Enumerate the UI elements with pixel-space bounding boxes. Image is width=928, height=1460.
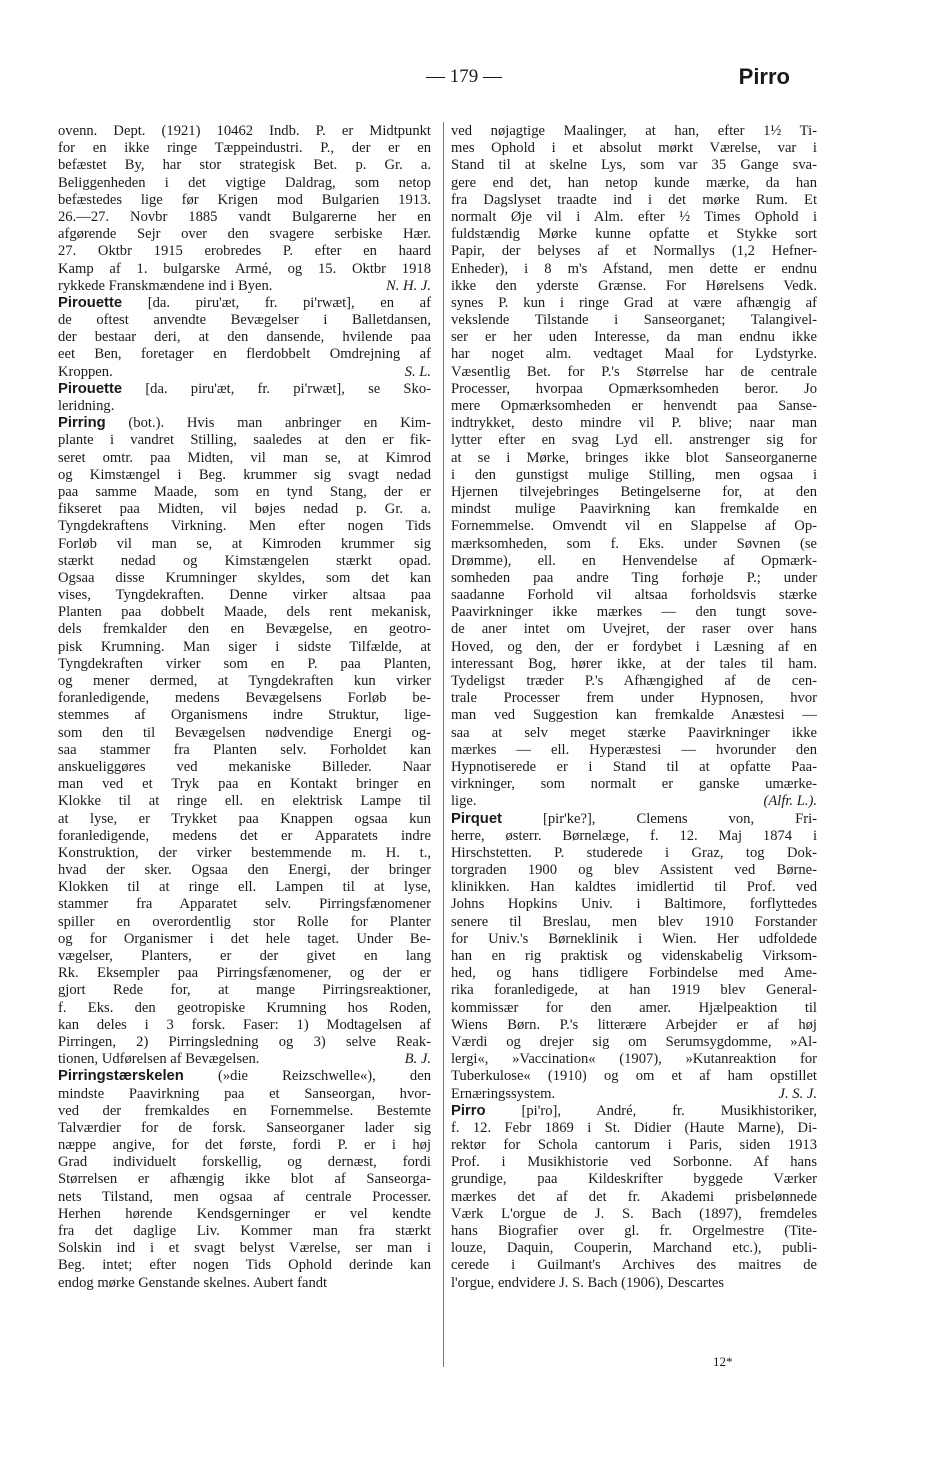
text-line: foranledigende, medens Bevægelsens Forløb be- — [58, 690, 431, 707]
text-line: 27. Oktbr 1915 erobredes P. efter en haard — [58, 243, 431, 260]
text-line: Pirquet [pir'ke?], Clemens von, Fri- — [451, 810, 817, 827]
text-line: Pirringstærskelen (»die Reizschwelle«), den — [58, 1068, 431, 1085]
text-line: hed, og hans tidligere Forbindelse med Ame- — [451, 965, 817, 982]
text-line: Johns Hopkins Univ. i Baltimore, forflyttedes — [451, 896, 817, 913]
text-line: pisk Krumning. Man siger i sidste Tilfælde, at — [58, 638, 431, 655]
text-line: mere Opmærksomheden er henvendt paa Sanse- — [451, 398, 817, 414]
text-line: at se i Mørke, bringes ikke blot Sanseorganerne — [451, 449, 817, 466]
text-line: endog mørke Genstande skelnes. Aubert fandt — [58, 1274, 328, 1291]
text-line: Tydeligst træder P.'s Afhængighed af de cen- — [451, 673, 817, 689]
text-line: Paavirkninger ikke mærkes — den tungt sove- — [451, 604, 817, 621]
text-line: de oftest anvendte Bevægelser i Balletdansen, — [58, 312, 431, 329]
text-line: i den gunstigst mulige Stilling, men ogsaa i — [451, 466, 817, 483]
text-line: fra Dagslyset traadte ind i det mørke Rum. Et — [451, 191, 817, 208]
text-line: Wiens Børn. P.'s litterære Arbejder er af høj — [451, 1016, 817, 1033]
text-line: eet Ben, foretager en flerdobbelt Omdrejning af — [58, 346, 431, 363]
text-line: Talværdier for de forsk. Sanseorganer lader sig — [58, 1119, 431, 1136]
text-line: mindst mulige Paavirkning kan fremkalde en — [451, 501, 817, 518]
text-line: Klokke til at ringe ell. en elektrisk Lampe til — [58, 793, 431, 810]
text-line: Hypnotiserede er i Stand til at opfatte Paa- — [451, 758, 817, 775]
text-line: ikke den yderste Grænse. For Hørelsens Vedk. — [451, 277, 817, 294]
author-signature: N. H. J. — [386, 277, 431, 294]
text-line: lergi«, »Vaccination« (1907), »Kutanreaktion for — [451, 1051, 817, 1068]
entry-headword: Pirquet — [451, 810, 502, 827]
text-line: Ogsaa disse Krumninger skyldes, som det kan — [58, 569, 431, 586]
text-line: Pirring (bot.). Hvis man anbringer en Kim- — [58, 415, 431, 432]
text-line: paa samme Maade, som en tynd Stang, der er — [58, 483, 431, 500]
text-line: plante i vandret Stilling, saaledes at den er fik- — [58, 432, 431, 449]
text-line: Hoved, og den, der er fordybet i Læsning af en — [451, 638, 817, 655]
text-line: Processer, hvorpaa Opmærksomheden beror. Jo — [451, 380, 817, 397]
text-line: louze, Daquin, Couperin, Marchand etc.), publi- — [451, 1240, 817, 1257]
text-line: mærkes det af det fr. Akademi prisbelønnede — [451, 1188, 817, 1205]
text-line: Kamp af 1. bulgarske Armé, og 15. Oktbr 1918 — [58, 260, 431, 277]
text-line: trale Processer frem under Hypnosen, hvor — [451, 690, 817, 707]
text-line: for Univ.'s Børneklinik i Wien. Her udfoldede — [451, 930, 817, 947]
text-line: Pirringen, 2) Pirringsledning og 3) selve Reak- — [58, 1033, 431, 1050]
text-line: f. 12. Febr 1869 i St. Didier (Haute Marne), Di- — [451, 1119, 817, 1136]
text-line: lige. (Alfr. L.). — [451, 793, 817, 810]
text-line: klinikken. Han kaldtes imidlertid til Prof. ved — [451, 879, 817, 896]
text-line: vekslende Tilstande i Sanseorganet; Talangivel- — [451, 312, 817, 329]
text-line: kan deles i 3 forsk. Faser: 1) Modtagelsen af — [58, 1016, 431, 1033]
text-line: Værk L'orgue de J. S. Bach (1897), fremdeles — [451, 1205, 817, 1222]
text-line: Hirschstetten. P. studerede i Graz, tog Dok- — [451, 844, 817, 861]
text-line: vægelser, Planters, er der givet en lang — [58, 948, 431, 964]
text-line: og for Organismer i det hele taget. Under Be- — [58, 930, 431, 947]
text-line: rika foranledigede, at han 1919 blev General- — [451, 982, 817, 999]
text-line: stemmes af Organismens indre Struktur, lige- — [58, 707, 431, 724]
text-line: seret omtr. paa Midten, vil man se, at Kimrod — [58, 449, 431, 466]
text-line: Solskin ind i et svagt belyst Værelse, ser man i — [58, 1240, 431, 1257]
text-line: Drømme), ell. en Henvendelse af Opmærk- — [451, 552, 817, 569]
catchword: 12* — [713, 1354, 733, 1369]
text-line: herre, østerr. Børnelæge, f. 12. Maj 1874 i — [451, 827, 817, 844]
text-line: nets Tilstand, men ogsaa af centrale Processer. — [58, 1188, 431, 1205]
text-line: ved nøjagtige Maalinger, at han, efter 1½ Ti- — [451, 123, 817, 139]
entry-headword: Pirouette — [58, 380, 123, 397]
left-column — [58, 123, 431, 1292]
text-line: gjort Rede for, at mange Pirringsreaktioner, — [58, 982, 431, 999]
text-line: saa stammer fra Planten selv. Forholdet kan — [58, 741, 431, 758]
author-signature: J. S. J. — [778, 1085, 817, 1102]
text-line: leridning. — [58, 398, 115, 414]
text-line: 26.—27. Novbr 1885 vandt Bulgarerne her en — [58, 208, 431, 225]
text-line: l'orgue, endvidere J. S. Bach (1906), Descartes — [451, 1274, 725, 1291]
page-header — [0, 62, 928, 102]
text-line: stammer fra Apparatet selv. Pirringsfænomener — [58, 896, 431, 913]
text-line: stærkt nedad og Kimstængelen stærkt opad. — [58, 552, 431, 569]
page-number: — 179 — — [426, 66, 502, 87]
text-line: som den til Bevægelsen nødvendige Energi og- — [58, 724, 431, 741]
text-line: Pirouette [da. piru'æt, fr. pi'rwæt], se Sko- — [58, 380, 431, 397]
text-line: har noget alm. vedtaget Maal for Lydstyrke. — [451, 346, 817, 363]
entry-headword: Pirringstærskelen — [58, 1068, 184, 1085]
text-line: ved der fremkaldes en Fornemmelse. Bestemte — [58, 1102, 431, 1119]
text-line: Herhen hørende Kendsgerninger er vel kendte — [58, 1205, 431, 1222]
text-line: de aner intet om Uvejret, der raser over hans — [451, 621, 817, 638]
text-line: spiller en overordentlig stor Rolle for Planter — [58, 913, 431, 930]
author-signature: S. L. — [404, 363, 431, 380]
entry-headword: Pirouette — [58, 294, 123, 311]
text-line: fikseret paa Midten, vil bøjes nedad p. Gr. a. — [58, 501, 431, 518]
text-line: næppe angive, for det første, fordi P. er i høj — [58, 1137, 431, 1154]
text-line: Prof. i Musikhistorie ved Sorbonne. Af hans — [451, 1154, 817, 1171]
text-line: Tuberkulose« (1910) og om et af ham opstillet — [451, 1068, 817, 1085]
text-line: kommissær for den amer. Hjælpeaktion til — [451, 999, 817, 1016]
text-line: hans Biografier over gl. fr. Orgelmestre (Tite- — [451, 1223, 817, 1239]
text-line: Fornemmelse. Omvendt vil en Slappelse af Op- — [451, 518, 817, 535]
text-line: cerede i Guilmant's Archives des maitres de — [451, 1257, 817, 1274]
text-line: Grad individuelt forskellig, og dernæst, fordi — [58, 1154, 431, 1171]
text-line: anskueliggøres ved mekaniske Billeder. Naar — [58, 758, 431, 775]
author-signature: (Alfr. L.). — [763, 793, 817, 810]
text-line: Papir, der belyses af et Normallys (1,2 Hefner- — [451, 243, 817, 260]
entry-headword: Pirro — [451, 1102, 486, 1119]
text-line: Konstruktion, der virker bestemmende m. H. t., — [58, 844, 431, 861]
text-line: Forløb vil man se, at Kimroden krummer sig — [58, 535, 431, 552]
text-line: Rk. Eksempler paa Pirringsfænomener, og der er — [58, 965, 431, 982]
text-line: at lyse, er Trykket paa Knappen ogsaa kun — [58, 810, 431, 827]
text-line: rykkede Franskmændene ind i Byen. N. H. J. — [58, 277, 431, 294]
text-line: man ved et Tryk paa en Kontakt bringer en — [58, 776, 431, 793]
text-line: gere end det, han netop kunde mærke, da han — [451, 174, 817, 191]
text-line: Pirro [pi'ro], André, fr. Musikhistoriker, — [451, 1102, 817, 1119]
text-line: Værdi og drejer sig om Serumsygdomme, »Al- — [451, 1033, 817, 1050]
text-line: afgørende Sejr over den svagere serbiske Hær. — [58, 226, 431, 243]
text-line: Enheder), i 8 m's Afstand, men dette er endnu — [451, 260, 817, 277]
text-line: tionen, Udførelsen af Bevægelsen. B. J. — [58, 1051, 431, 1068]
text-line: ovenn. Dept. (1921) 10462 Indb. P. er Midtpunkt — [58, 123, 431, 139]
text-line: saa at selv meget stærke Paavirkninger ikke — [451, 724, 817, 741]
text-line: Størrelsen er afhængig ikke blot af Sanseorga- — [58, 1171, 431, 1188]
text-line: fuldstændig Mørke kunne opfatte et Stykke sort — [451, 226, 817, 243]
text-line: ser er her uden Interesse, da man endnu ikke — [451, 329, 817, 346]
text-line: og Kimstængel i Beg. krummer sig svagt nedad — [58, 466, 431, 483]
text-line: fra det daglige Liv. Kommer man fra stærkt — [58, 1223, 431, 1239]
text-line: Tyngdekraftens Virkning. Men efter nogen Tids — [58, 518, 431, 535]
text-line: virkninger, som normalt er ganske umærke- — [451, 776, 817, 793]
text-line: Kroppen. S. L. — [58, 363, 431, 380]
text-line: Beliggenheden i det vigtige Daldrag, som netop — [58, 174, 431, 191]
text-line: befæstedes lige før Krigen mod Bulgarien 1913. — [58, 191, 431, 208]
text-line: mærksomheden, som f. Eks. under Søvnen (se — [451, 535, 817, 552]
text-line: og mener dermed, at Tyngdekraften kun virker — [58, 673, 431, 689]
column-divider — [443, 122, 444, 1367]
text-line: Tyngdekraften virker som en P. paa Planten, — [58, 655, 431, 672]
text-line: interessant Bog, hører ikke, at der tales til ham. — [451, 655, 817, 672]
text-line: grundige, paa Kildeskrifter byggede Værker — [451, 1171, 817, 1188]
text-line: torgraden 1900 og blev Assistent ved Børne- — [451, 862, 817, 879]
text-line: man ved Suggestion kan fremkalde Anæstesi — — [451, 707, 817, 724]
text-line: Hjernen tilvejebringes Betingelserne for, at den — [451, 483, 817, 500]
text-line: indtrykket, desto mindre vil P. blive; naar man — [451, 415, 817, 432]
text-line: Klokken til at ringe ell. Lampen til at lyse, — [58, 879, 431, 896]
text-line: f. Eks. den geotropiske Krumning hos Roden, — [58, 999, 431, 1016]
text-line: somheden paa andre Ting forhøje P.; under — [451, 569, 817, 586]
text-line: han en rig praktisk og videnskabelig Virksom- — [451, 948, 817, 964]
text-line: vises, Tyngdekraften. Denne virker altsaa paa — [58, 587, 431, 604]
entry-headword: Pirring — [58, 415, 106, 432]
text-line: synes P. kun i ringe Grad at være afhængig af — [451, 294, 817, 311]
text-line: senere til Breslau, men blev 1910 Forstander — [451, 913, 817, 930]
text-line: Beg. intet; efter nogen Tids Ophold derinde kan — [58, 1257, 431, 1274]
text-line: foranledigende, medens det er Apparatets indre — [58, 827, 431, 844]
text-line: mes Ophold i et absolut mørkt Værelse, var i — [451, 140, 817, 157]
text-line: Ernæringssystem. J. S. J. — [451, 1085, 817, 1102]
text-line: hvad der sker. Ogsaa den Energi, der bringer — [58, 862, 431, 879]
text-line: Pirouette [da. piru'æt, fr. pi'rwæt], en af — [58, 294, 431, 311]
text-line: mærkes — ell. Hyperæstesi — hvorunder den — [451, 741, 817, 758]
text-line: mindste Paavirkning paa et Sanseorgan, hvor- — [58, 1085, 431, 1102]
running-head: Pirro — [738, 64, 790, 89]
text-line: saadanne Forhold vil altsaa forholdsvis stærke — [451, 587, 817, 604]
text-line: befæstet By, har stor strategisk Bet. p. Gr. a. — [58, 157, 431, 174]
text-line: Væsentlig Bet. for P.'s Størrelse har de centrale — [451, 363, 817, 380]
author-signature: B. J. — [404, 1051, 431, 1068]
text-line: der bestaar deri, at den dansende, hvilende paa — [58, 329, 431, 346]
text-line: rektør for Schola cantorum i Paris, siden 1913 — [451, 1137, 817, 1154]
text-line: dels fremkalder den en Bevægelse, en geotro- — [58, 621, 431, 638]
right-column — [451, 123, 817, 1292]
text-line: for en ikke ringe Tæppeindustri. P., der er en — [58, 140, 431, 157]
text-line: Planten paa dobbelt Maade, dels rent mekanisk, — [58, 604, 431, 621]
text-line: normalt Øje vil i Alm. efter ½ Times Ophold i — [451, 208, 817, 225]
text-line: Stand til at skelne Lys, som var 35 Gange sva- — [451, 157, 817, 174]
text-line: lytter efter en svag Lyd ell. anstrenger sig for — [451, 432, 817, 449]
